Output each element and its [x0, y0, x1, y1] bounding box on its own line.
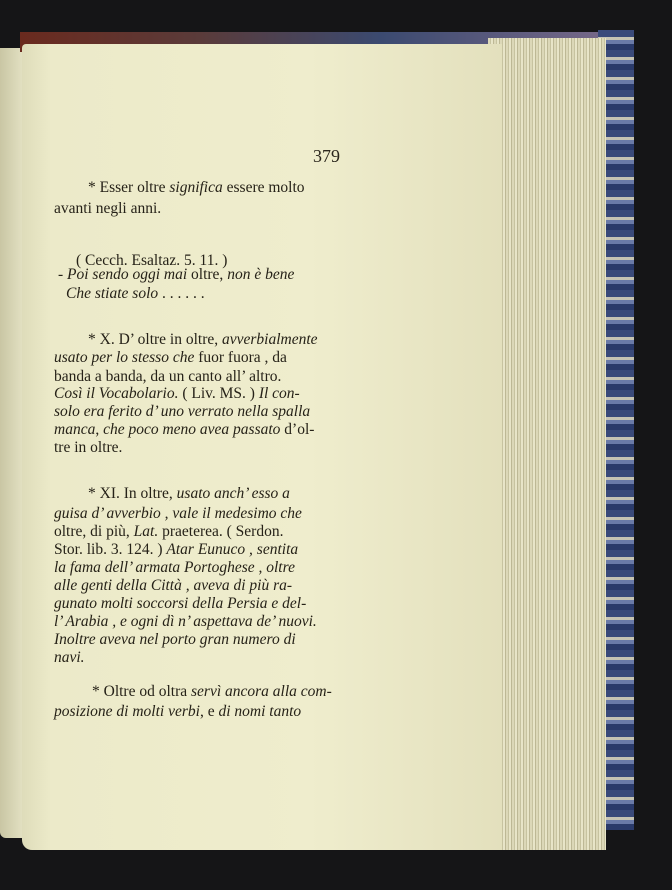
italic-text: navi. [54, 649, 85, 666]
roman-text: . . . . . . [158, 285, 205, 302]
italic-text: solo era ferito d’ uno verrato nella spalla [54, 403, 311, 420]
roman-text: oltre, di più, [54, 523, 134, 540]
roman-text: praeterea. ( Serdon. [158, 523, 284, 540]
italic-text: guisa d’ avverbio , vale il medesimo che [54, 505, 302, 522]
text-line [54, 350, 287, 366]
italic-text: Che stiate solo [66, 285, 159, 302]
text-line [54, 650, 85, 666]
text-line [66, 286, 205, 302]
roman-text: * Oltre od oltra [92, 683, 192, 700]
roman-text: essere molto [222, 179, 305, 196]
roman-text: banda a banda, da un canto all’ altro. [54, 368, 282, 385]
text-line [54, 369, 281, 385]
italic-text: che poco meno avea passato [103, 421, 281, 438]
text-line [54, 506, 302, 522]
italic-text: Così il Vocabolario. [54, 385, 179, 402]
text-line [58, 267, 294, 283]
roman-text: ( Cecch. Esaltaz. 5. 11. ) [76, 252, 228, 269]
page-number: 379 [313, 146, 340, 166]
italic-text: alle genti della Città , aveva di più ra- [54, 577, 293, 594]
text-line [88, 332, 318, 348]
roman-text: Stor. lib. 3. 124. ) [54, 541, 167, 558]
roman-text: d’ol- [280, 421, 315, 438]
italic-text: di nomi tanto [218, 703, 302, 720]
roman-text: , e [199, 703, 219, 720]
text-line [54, 704, 301, 720]
italic-text: la fama dell’ armata Portoghese , oltre [54, 559, 295, 576]
text-line [54, 578, 292, 594]
roman-text: * XI. In oltre, [88, 485, 177, 502]
italic-text: posizione di molti verbi [54, 703, 200, 720]
italic-text: avverbialmente [222, 331, 318, 348]
italic-text: Lat. [133, 523, 159, 540]
text-line [54, 201, 161, 217]
italic-text: significa [169, 179, 223, 196]
roman-text: oltre, [187, 266, 228, 283]
italic-text: Atar Eunuco , sentita [166, 541, 299, 558]
italic-text: Il con- [258, 385, 300, 402]
text-line [54, 560, 295, 576]
italic-text: Inoltre aveva nel porto gran numero di [54, 631, 296, 648]
text-line [54, 386, 300, 402]
italic-text: manca [54, 421, 96, 438]
text-line [88, 486, 290, 502]
roman-text: fuor fuora , da [194, 349, 287, 366]
italic-text: l’ Arabia , e ogni dì n’ aspettava de’ nuovi. [54, 613, 317, 630]
roman-text: tre in oltre. [54, 439, 123, 456]
text-line [54, 596, 306, 612]
roman-text: * X. D’ oltre in oltre, [88, 331, 223, 348]
italic-text: - Poi sendo oggi mai [58, 266, 188, 283]
italic-text: gunato molti soccorsi della Persia e del- [54, 595, 307, 612]
text-line [54, 422, 314, 438]
text-line [54, 404, 310, 420]
roman-text: avanti negli anni. [54, 200, 162, 217]
italic-text: usato per lo stesso che [54, 349, 195, 366]
italic-text: usato anch’ esso a [176, 485, 290, 502]
text-line [92, 684, 332, 700]
roman-text: ( Liv. MS. ) [178, 385, 259, 402]
roman-text: , [95, 421, 104, 438]
text-line [54, 614, 317, 630]
text-line [88, 180, 305, 196]
text-line [54, 524, 283, 540]
italic-text: non è bene [227, 266, 295, 283]
text-line [54, 632, 296, 648]
italic-text: servì ancora alla com- [191, 683, 332, 700]
text-line [54, 542, 298, 558]
roman-text: * Esser oltre [88, 179, 170, 196]
text-line [54, 440, 122, 456]
